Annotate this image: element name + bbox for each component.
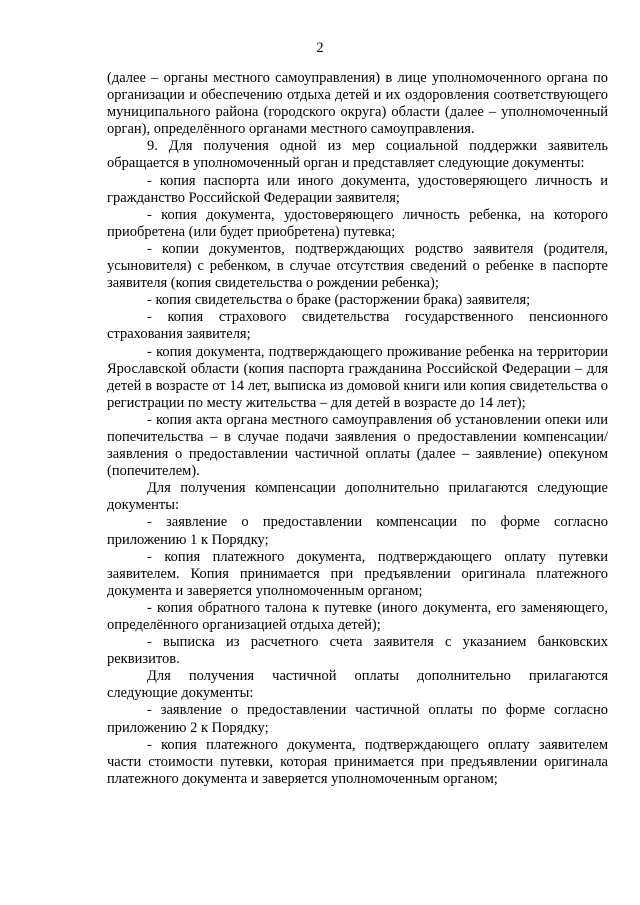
list-item: - копия документа, удостоверяющего личность ребенка, на которого приобретена (или будет приобретена) путевка;: [107, 206, 608, 240]
page-number: 2: [316, 40, 324, 56]
list-item: - копия акта органа местного самоуправления об установлении опеки или попечительства – в случае подачи заявления о предоставлении компенсации/ заявления о предоставлении частичной оплаты (далее – заявление) опекуном (попечителем).: [107, 411, 608, 480]
list-item: - копия платежного документа, подтверждающего оплату путевки заявителем. Копия принимается при предъявлении оригинала платежного документа и заверяется уполномоченным органом;: [107, 548, 608, 599]
list-item: - копии документов, подтверждающих родство заявителя (родителя, усыновителя) с ребенком, в случае отсутствия сведений о ребенке в паспорте заявителя (копия свидетельства о рождении ребенка);: [107, 240, 608, 292]
paragraph: (далее – органы местного самоуправления) в лице уполномоченного органа по организации и обеспечению отдыха детей и их оздоровления соответствующего муниципального района (городского округа) области (далее – уполномоченный орган), определённого органами местного самоуправления.: [107, 70, 608, 138]
list-item: - копия паспорта или иного документа, удостоверяющего личность и гражданство Российской Федерации заявителя;: [107, 172, 608, 206]
paragraph: Для получения частичной оплаты дополнительно прилагаются следующие документы:: [107, 668, 608, 702]
list-item: - копия документа, подтверждающего проживание ребенка на территории Ярославской области (копия паспорта гражданина Российской Федерации – для детей в возрасте от 14 лет, выписка из домовой книги или копия свидетельства о регистрации по месту жительства – для детей в возрасте до 14 лет);: [107, 343, 608, 411]
list-item: - копия страхового свидетельства государственного пенсионного страхования заявителя;: [107, 309, 608, 343]
paragraph: 9. Для получения одной из мер социальной поддержки заявитель обращается в уполномоченный орган и представляет следующие документы:: [107, 138, 608, 172]
document-body: [107, 70, 608, 788]
list-item: - заявление о предоставлении частичной оплаты по форме согласно приложению 2 к Порядку;: [107, 702, 608, 736]
list-item: - копия обратного талона к путевке (иного документа, его заменяющего, определённого организацией отдыха детей);: [107, 599, 608, 633]
list-item: - копия платежного документа, подтверждающего оплату заявителем части стоимости путевки, которая принимается при предъявлении оригинала платежного документа и заверяется уполномоченным органом;: [107, 736, 608, 787]
list-item: - копия свидетельства о браке (расторжении брака) заявителя;: [147, 292, 531, 309]
list-item: - выписка из расчетного счета заявителя с указанием банковских реквизитов.: [107, 634, 608, 668]
list-item: - заявление о предоставлении компенсации по форме согласно приложению 1 к Порядку;: [107, 514, 608, 548]
paragraph: Для получения компенсации дополнительно прилагаются следующие документы:: [107, 480, 608, 514]
